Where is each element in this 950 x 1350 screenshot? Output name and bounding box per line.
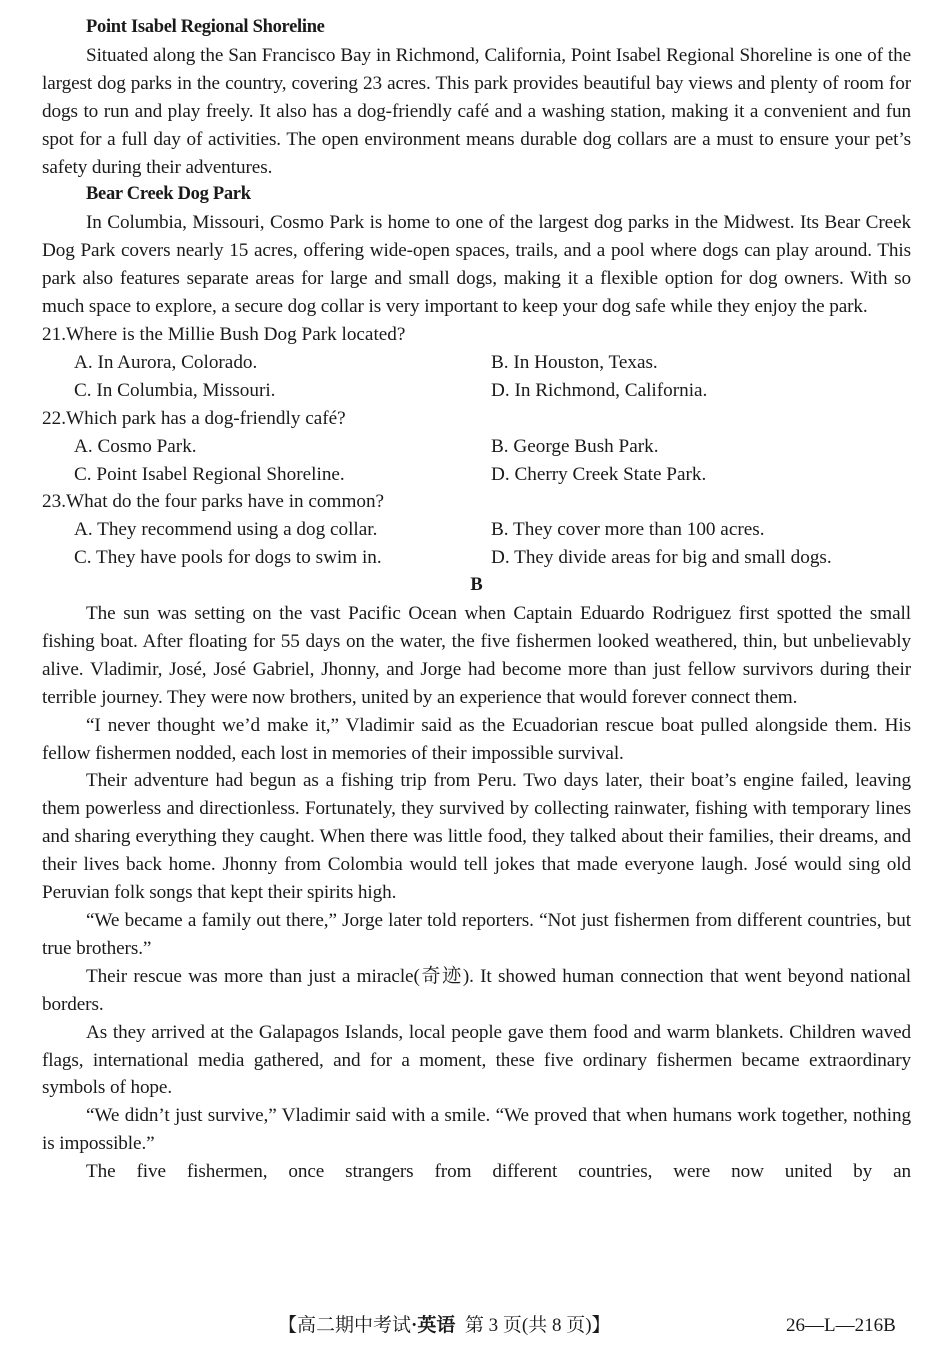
option-b: B. George Bush Park. bbox=[491, 435, 659, 457]
section-title-point-isabel: Point Isabel Regional Shoreline bbox=[86, 17, 325, 37]
footer-page-info: 第 3 页(共 8 页) bbox=[464, 1315, 592, 1336]
question-options bbox=[42, 349, 911, 405]
passage-b-paragraph: The five fishermen, once strangers from different countries, were now united by an bbox=[86, 1161, 911, 1183]
paragraph-point-isabel: Situated along the San Francisco Bay in Richmond, California, Point Isabel Regional Shoreline is one of the largest dog parks in the country, covering 23 acres. This park provides beautiful bay views and plenty of room for dogs to run and play freely. It also has a dog-friendly café and a washing station, making it a convenient and fun spot for a full day of activities. The open environment means durable dog collars are a must to ensure your pet’s safety during their adventures. bbox=[42, 44, 911, 178]
section-title-bear-creek: Bear Creek Dog Park bbox=[86, 184, 251, 205]
option-b: B. They cover more than 100 acres. bbox=[491, 519, 765, 541]
footer-exam-info bbox=[278, 1312, 611, 1340]
passage-b-paragraph: Their rescue was more than just a miracle(奇迹). It showed human connection that went beyond national borders. bbox=[42, 965, 911, 1015]
option-a: A. They recommend using a dog collar. bbox=[74, 519, 378, 541]
passage-b-paragraph: As they arrived at the Galapagos Islands, local people gave them food and warm blankets. Children waved flags, international media gathered, and for a moment, these five ordinary fishermen became extraordinary symbols of hope. bbox=[42, 1021, 911, 1099]
option-d: D. In Richmond, California. bbox=[491, 379, 708, 401]
question-number: 21. bbox=[42, 323, 66, 345]
question-number: 22. bbox=[42, 407, 66, 429]
option-d: D. They divide areas for big and small dogs. bbox=[491, 547, 832, 569]
footer-bracket-close: 】 bbox=[591, 1315, 611, 1336]
option-a: A. In Aurora, Colorado. bbox=[74, 351, 258, 373]
question-number: 23. bbox=[42, 491, 66, 513]
passage-b-paragraph: “We became a family out there,” Jorge later told reporters. “Not just fishermen from different countries, but true brothers.” bbox=[42, 910, 911, 959]
passage-b-paragraph: “I never thought we’d make it,” Vladimir said as the Ecuadorian rescue boat pulled alongside them. His fellow fishermen nodded, each lost in memories of their impossible survival. bbox=[42, 714, 911, 764]
passage-b-paragraph: The sun was setting on the vast Pacific Ocean when Captain Eduardo Rodriguez first spotted the small fishing boat. After floating for 55 days on the water, the five fishermen looked weathered, thin, but unbelievably alive. Vladimir, José, José Gabriel, Jhonny, and Jorge had become more than just fellow survivors during their terrible journey. They were now brothers, united by an experience that would forever connect them. bbox=[42, 603, 911, 708]
question-text: Where is the Millie Bush Dog Park located? bbox=[65, 323, 406, 345]
footer-subject: 英语 bbox=[417, 1315, 456, 1336]
footer-dot: · bbox=[411, 1315, 418, 1336]
question-text: What do the four parks have in common? bbox=[65, 491, 385, 513]
footer-code: 26—L—216B bbox=[786, 1315, 896, 1336]
passage-b-paragraph: Their adventure had begun as a fishing trip from Peru. Two days later, their boat’s engine failed, leaving them powerless and directionless. Fortunately, they survived by collecting rainwater, fishing with temporary lines and sharing everything they caught. When there was little food, they talked about their families, their dreams, and their lives back home. Jhonny from Colombia would tell jokes that made everyone laugh. José would sing old Peruvian folk songs that kept their spirits high. bbox=[42, 770, 911, 904]
exam-page bbox=[42, 14, 911, 1186]
section-label-b: B bbox=[470, 575, 483, 596]
question-text: Which park has a dog-friendly café? bbox=[65, 407, 346, 429]
paragraph-bear-creek: In Columbia, Missouri, Cosmo Park is home to one of the largest dog parks in the Midwest. Its Bear Creek Dog Park covers nearly 15 acres, offering wide-open spaces, trails, and a pool where dogs can play around. This park also features separate areas for large and small dogs, making it a flexible option for dog owners. With so much space to explore, a secure dog collar is very important to keep your dog safe while they enjoy the park. bbox=[42, 212, 911, 318]
footer-exam-name: 高二期中考试 bbox=[297, 1315, 412, 1336]
question-23 bbox=[42, 488, 911, 572]
option-d: D. Cherry Creek State Park. bbox=[491, 463, 707, 485]
footer-bracket-open: 【 bbox=[278, 1315, 298, 1336]
option-b: B. In Houston, Texas. bbox=[491, 351, 658, 373]
passage-b-paragraph: “We didn’t just survive,” Vladimir said with a smile. “We proved that when humans work together, nothing is impossible.” bbox=[42, 1105, 911, 1155]
question-22 bbox=[42, 405, 911, 489]
option-c: C. Point Isabel Regional Shoreline. bbox=[74, 463, 345, 485]
question-options bbox=[42, 516, 911, 572]
option-c: C. In Columbia, Missouri. bbox=[74, 379, 276, 401]
option-c: C. They have pools for dogs to swim in. bbox=[74, 547, 382, 569]
question-options bbox=[42, 433, 911, 489]
option-a: A. Cosmo Park. bbox=[74, 435, 197, 457]
question-21 bbox=[42, 321, 911, 405]
